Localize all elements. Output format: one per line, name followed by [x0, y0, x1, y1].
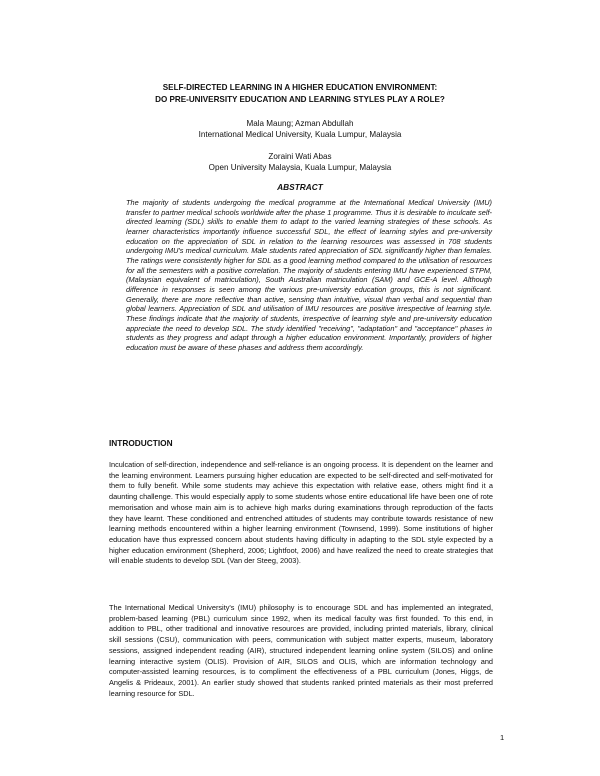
- author-names: Mala Maung; Azman Abdullah: [246, 119, 354, 128]
- author-affiliation: International Medical University, Kuala Lumpur, Malaysia: [198, 130, 402, 139]
- title-line-2: DO PRE-UNIVERSITY EDUCATION AND LEARNING STYLES PLAY A ROLE?: [155, 95, 445, 104]
- introduction-heading: INTRODUCTION: [109, 438, 173, 448]
- author-affiliation: Open University Malaysia, Kuala Lumpur, Malaysia: [208, 163, 392, 172]
- intro-paragraph-2: The International Medical University's (IMU) philosophy is to encourage SDL and has implemented an integrated, problem-based learning (PBL) curriculum since 1992, when its medical faculty was first founded. To this end, in addition to PBL, other traditional and innovative resources are provided, including printed materials, library, clinical skill sessions (CSU), communication with peers, communication with subject matter experts, museum, laboratory sessions, assigned independent reading (AIR), structured independent learning online system (SILOS) and online learning interactive system (OLIS). Provision of AIR, SILOS and OLIS, which are information technology and computer-assisted learning resources, is to compliment the effectiveness of a PBL curriculum (Jones, Higgs, de Angelis & Prideaux, 2001). An earlier study showed that students ranked printed materials as their most preferred learning resource for SDL.: [109, 603, 493, 698]
- paper-title: [80, 82, 520, 106]
- author-names: Zoraini Wati Abas: [268, 152, 332, 161]
- author-block-2: [80, 151, 520, 173]
- page-number: 1: [500, 733, 505, 742]
- author-block-1: [80, 118, 520, 140]
- abstract-text: The majority of students undergoing the medical programme at the International Medical University (IMU) transfer to partner medical schools worldwide after the phase 1 programme. Thus it is desirable to inculcate self-directed learning (SDL) skills to enable them to adapt to the varied learning strategies of these schools. As learner characteristics importantly influence successful SDL, the effect of learning styles and pre-university education on the appreciation of SDL in relation to the learning resources was assessed in 708 students undergoing IMU's medical curriculum. Male students rated appreciation of SDL significantly higher than females. The ratings were consistently higher for SDL as a good learning method compared to the utilisation of resources for all the semesters with a positive correlation. The majority of students entering IMU have experienced STPM, (Malaysian equivalent of matriculation), South Australian matriculation (SAM) and GCE-A level. Although difference in responses is seen among the various pre-university education groups, this is not significant. Generally, there are more reflective than active, sensing than intuitive, visual than verbal and sequential than global learners. Appreciation of SDL and utilisation of IMU resources are positive irrespective of learning style. These findings indicate that the majority of students, irrespective of learning style and pre-university education appreciate the need to develop SDL. The study identified "receiving", "adaptation" and "acceptance" phases in students as they progress and adapt through a higher education environment. Importantly, providers of higher education must be aware of these phases and address them accordingly.: [126, 198, 492, 352]
- title-line-1: SELF-DIRECTED LEARNING IN A HIGHER EDUCATION ENVIRONMENT:: [162, 83, 438, 92]
- abstract-heading: ABSTRACT: [277, 182, 323, 192]
- intro-paragraph-1: Inculcation of self-direction, independence and self-reliance is an ongoing process. It is dependent on the learner and the learning environment. Learners pursuing higher education are expected to be self-directed and self-motivated for them to fully benefit. While some students may achieve this expectation with relative ease, others might find it a daunting challenge. This would especially apply to some students whose entire educational life have been one of rote memorisation and whose main aim is to achieve high marks during examinations through reproduction of the facts they have learnt. These conditioned and entrenched attitudes of students may contribute towards resistance of new learning methods encountered within a higher learning environment (Townsend, 1999). Some institutions of higher education have thus expressed concern about students having difficulty in adapting to the SDL style expected by a higher education environment (Shepherd, 2006; Lightfoot, 2006) and have realized the need to create strategies that will enable students to develop SDL (Van der Steeg, 2003).: [109, 460, 493, 566]
